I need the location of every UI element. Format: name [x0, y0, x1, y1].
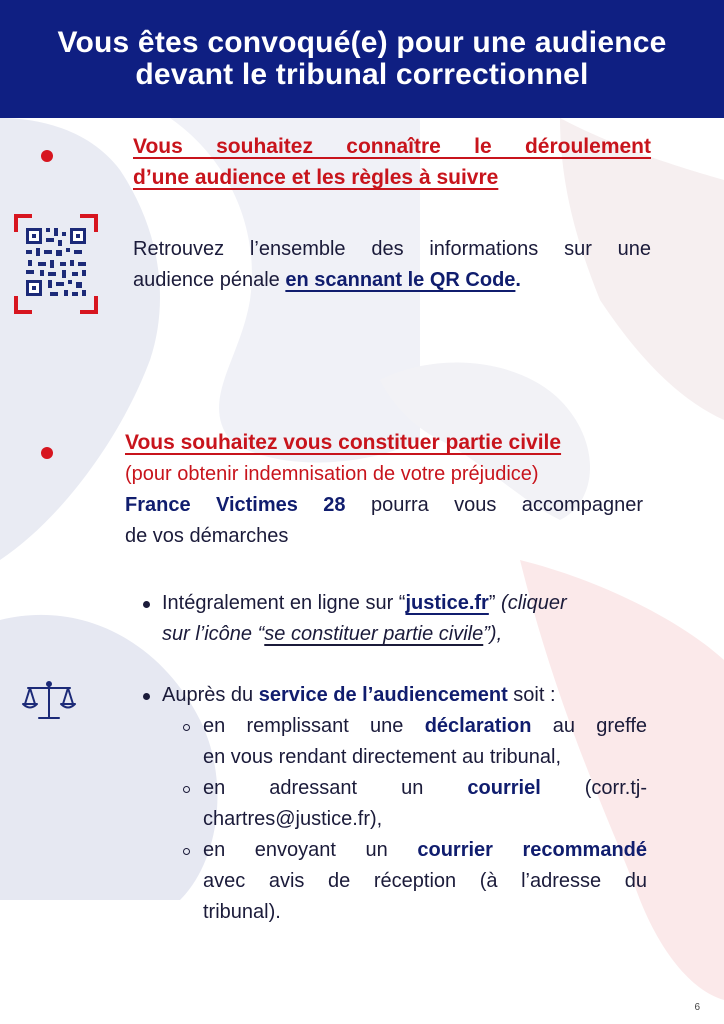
qr-code-icon[interactable] [14, 214, 98, 314]
section1-body-line2-post: . [515, 269, 521, 291]
sub3-line1 [203, 835, 647, 866]
sub3-line3: tribunal). [203, 901, 281, 923]
section2-heading: Vous souhaitez vous constituer partie civile [125, 431, 562, 454]
sub1-pre: en remplissant une [203, 715, 425, 737]
bullet1-line2-pre: sur l’icône “ [162, 623, 265, 645]
sub3-bold: courrier recommandé [417, 839, 647, 861]
page-number: 6 [694, 1002, 700, 1013]
sub2-line2: chartres@justice.fr), [203, 808, 383, 830]
bullet2-line [162, 680, 556, 711]
partie-civile-link[interactable]: se constituer partie civile [264, 623, 484, 645]
sub2-ring [183, 786, 190, 793]
bullet2-pre: Auprès du [162, 684, 259, 706]
justice-fr-link[interactable]: justice.fr [405, 592, 489, 614]
section1-heading-line1: Vous souhaitez connaître le déroulement [133, 135, 651, 158]
sub2-post: (corr.tj- [540, 777, 647, 799]
section2-bullet-dot [41, 447, 53, 459]
sub1-line2: en vous rendant directement au tribunal, [203, 746, 561, 768]
header-title-line2: devant le tribunal correctionnel [135, 58, 589, 91]
section1-heading-line2: d’une audience et les règles à suivre [133, 166, 499, 189]
sub1-bold: déclaration [424, 715, 532, 737]
sub1-ring [183, 724, 190, 731]
section1-body-line2-pre: audience pénale [133, 269, 286, 291]
section1-bullet-dot [41, 150, 53, 162]
bullet2-bold: service de l’audiencement [258, 684, 508, 706]
bullet1-line1 [162, 588, 567, 619]
sub1-line1 [203, 711, 647, 742]
org-name: France Victimes 28 [125, 494, 346, 516]
bullet1-line2-post: ”), [483, 623, 503, 645]
bullet1-pre: Intégralement en ligne sur “ [162, 592, 406, 614]
section2-subheading: (pour obtenir indemnisation de votre préjudice) [125, 463, 539, 485]
scales-of-justice-icon [22, 680, 76, 722]
bullet1-italic: (cliquer [501, 592, 567, 614]
section2-org-line1 [125, 490, 643, 521]
bullet2-post: soit : [507, 684, 556, 706]
bullet1-post: ” [488, 592, 502, 614]
section1-body-line2 [133, 265, 521, 296]
qr-code-link[interactable]: en scannant le QR Code [285, 269, 516, 291]
sub2-bold: courriel [467, 777, 541, 799]
sub2-line1 [203, 773, 647, 804]
sub2-pre: en adressant un [203, 777, 468, 799]
bullet2-dot [143, 693, 150, 700]
sub1-post: au greffe [531, 715, 648, 737]
bullet1-dot [143, 601, 150, 608]
org-line1-rest: pourra vous accompagner [345, 494, 643, 516]
sub3-line2: avec avis de réception (à l’adresse du [203, 870, 647, 892]
section2-org-line2: de vos démarches [125, 525, 289, 547]
sub3-ring [183, 848, 190, 855]
header-title-line1: Vous êtes convoqué(e) pour une audience [57, 26, 667, 59]
section1-body-line1: Retrouvez l’ensemble des informations sur une [133, 238, 651, 260]
sub3-pre: en envoyant un [203, 839, 418, 861]
bullet1-line2 [162, 619, 502, 650]
